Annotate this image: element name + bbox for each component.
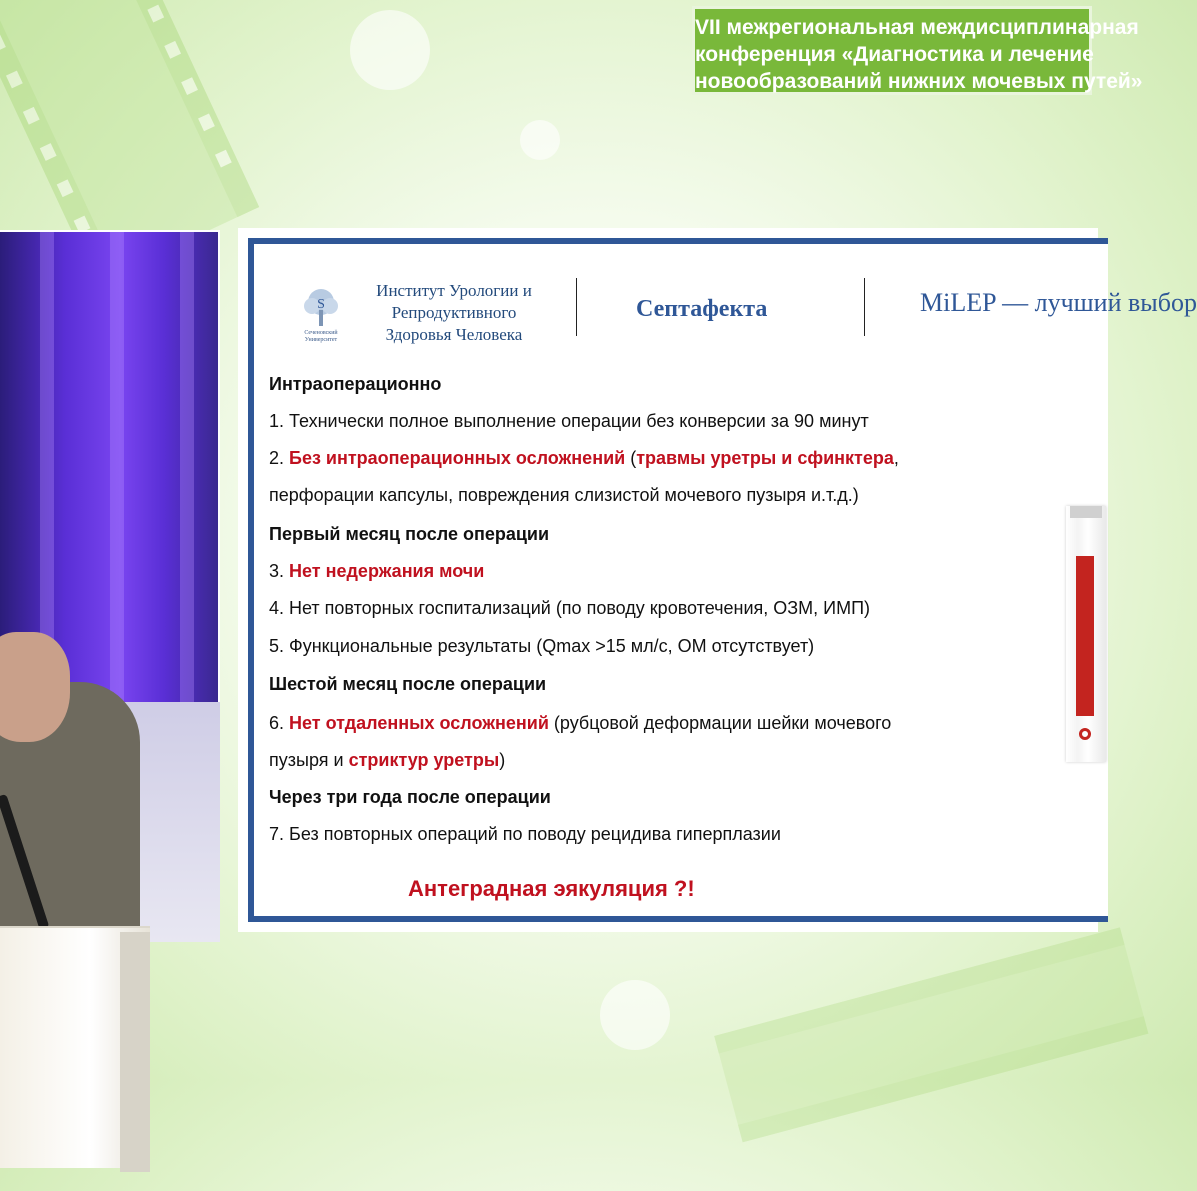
book-emblem [1079, 728, 1091, 740]
banner-line-2: конференция «Диагностика и лечение [695, 43, 1094, 66]
item-6-continued [269, 750, 505, 771]
institute-line-3: Здоровья Человека [385, 325, 523, 344]
speaker-head [0, 632, 70, 742]
item-3 [269, 561, 484, 582]
institute-line-2: Репродуктивного [391, 303, 517, 322]
closing-statement: Антеградная эякуляция ?! [408, 876, 695, 901]
tree-logo-icon [299, 286, 343, 330]
logo-caption-1: Сеченовский [304, 330, 338, 336]
bg-bubble [350, 10, 430, 90]
item-6-rest: (рубцовой деформации шейки мочевого [553, 713, 892, 733]
header-divider [576, 278, 577, 336]
item-1: 1. Технически полное выполнение операции без конверсии за 90 минут [269, 411, 869, 431]
section-sixth-month: Шестой месяц после операции [269, 674, 547, 694]
banner-line-1: VII межрегиональная междисциплинарная [695, 16, 1139, 39]
bg-bubble [520, 120, 560, 160]
item-3-red: Нет недержания мочи [289, 561, 485, 581]
item-6-cont-pre: пузыря и [269, 750, 344, 770]
item-3-num: 3. [269, 561, 285, 581]
podium-side [120, 932, 150, 1172]
bg-bubble [600, 980, 670, 1050]
university-logo [299, 286, 343, 344]
header-divider [864, 278, 865, 336]
stage-light-stripe [110, 232, 124, 752]
item-6-num: 6. [269, 713, 285, 733]
item-2 [269, 448, 899, 469]
item-4: 4. Нет повторных госпитализаций (по поводу кровотечения, ОЗМ, ИМП) [269, 598, 870, 618]
item-2-paren: ( [630, 448, 637, 468]
item-6-red-2: стриктур уретры [348, 750, 500, 770]
item-6 [269, 713, 891, 734]
brand-title: Септафекта [636, 296, 768, 322]
conference-banner [692, 6, 1143, 95]
stage-light-stripe [180, 232, 194, 752]
slide-header [254, 244, 1197, 354]
item-2-continued: перфорации капсулы, повреждения слизистой мочевого пузыря и.т.д.) [269, 485, 859, 505]
presentation-slide-frame [238, 228, 1197, 932]
item-2-num: 2. [269, 448, 285, 468]
speaker-video [0, 230, 220, 932]
slide-topic: MiLEP — лучший выбор [920, 288, 1197, 317]
item-2-red-2: травмы уретры и сфинктера [636, 448, 894, 468]
institute-name [359, 280, 549, 346]
item-2-red-1: Без интраоперационных осложнений [289, 448, 626, 468]
logo-caption-2: Университет [304, 337, 338, 343]
banner-line-3: новообразований нижних мочевых путей» [695, 70, 1143, 93]
item-6-cont-post: ) [499, 750, 506, 770]
item-2-comma: , [893, 448, 899, 468]
book-image [1066, 506, 1106, 762]
book-spine [1076, 556, 1094, 716]
item-6-red-1: Нет отдаленных осложнений [289, 713, 549, 733]
svg-text:S: S [317, 297, 325, 312]
section-intraop: Интраоперационно [269, 374, 442, 394]
section-first-month: Первый месяц после операции [269, 524, 550, 544]
book-top [1070, 506, 1102, 518]
item-7: 7. Без повторных операций по поводу рецидива гиперплазии [269, 824, 781, 844]
item-5: 5. Функциональные результаты (Qmax >15 мл/с, ОМ отсутствует) [269, 636, 815, 656]
section-three-years: Через три года после операции [269, 787, 551, 807]
presentation-slide [248, 238, 1197, 922]
institute-line-1: Институт Урологии и [376, 281, 532, 300]
